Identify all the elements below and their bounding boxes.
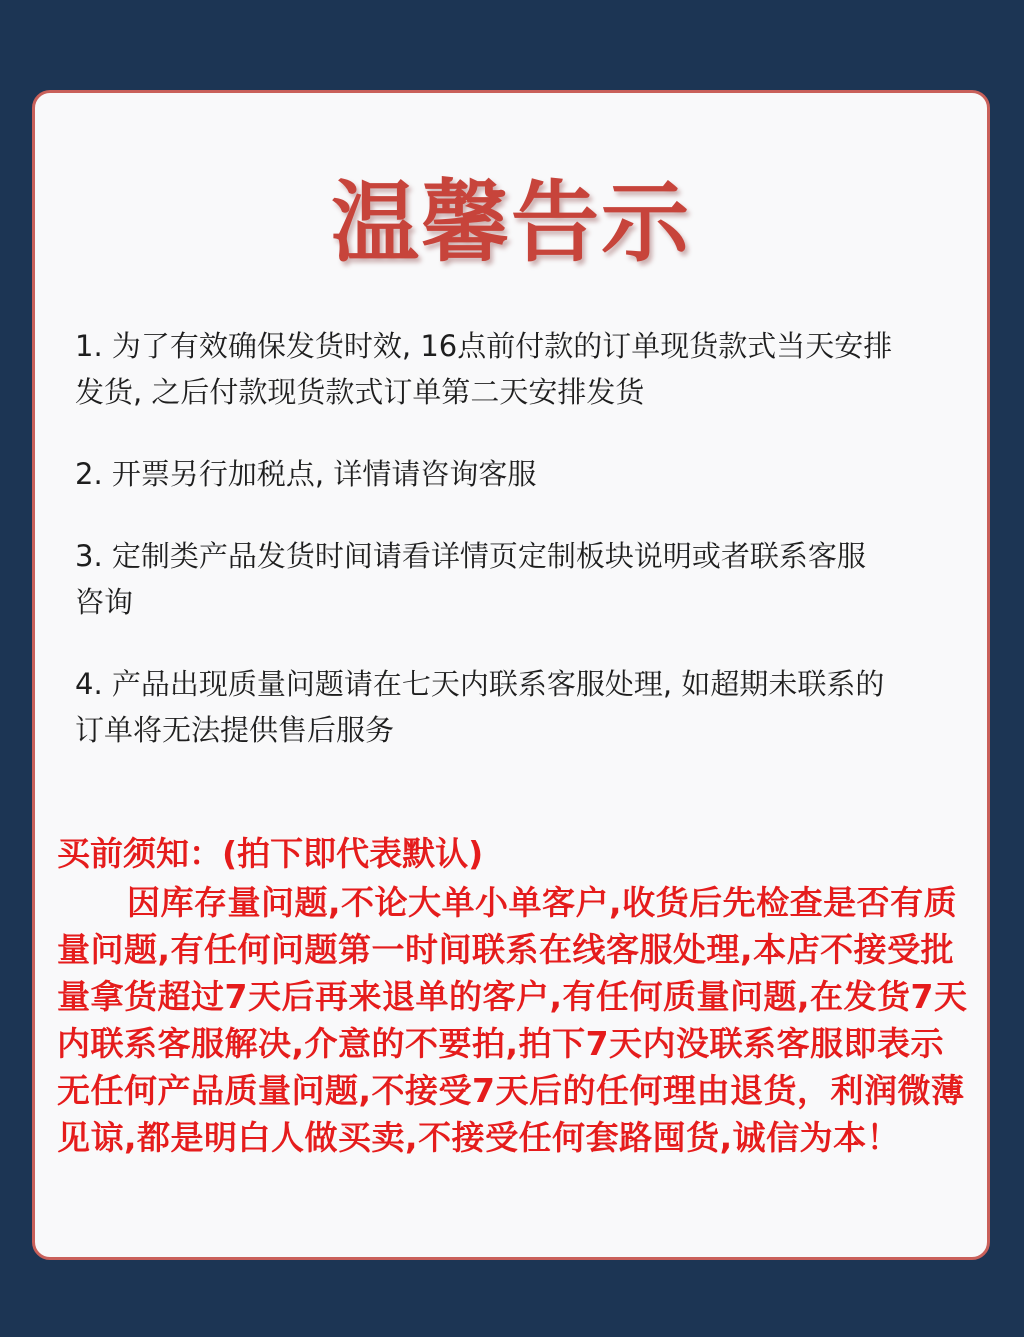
purchase-notice-heading: 买前须知：(拍下即代表默认): [57, 834, 484, 873]
notice-item-2: 2. 开票另行加税点, 详情请咨询客服: [75, 457, 537, 491]
notice-card: [32, 90, 990, 1260]
notice-list: [75, 323, 969, 789]
purchase-notice: [57, 829, 969, 1161]
notice-item-1: 1. 为了有效确保发货时效, 16点前付款的订单现货款式当天安排 发货, 之后付款现货款式订单第二天安排发货: [75, 329, 893, 409]
notice-item-4: 4. 产品出现质量问题请在七天内联系客服处理, 如超期未联系的 订单将无法提供售后服务: [75, 667, 885, 747]
page-title: 温馨告示: [330, 171, 691, 274]
notice-item-3: 3. 定制类产品发货时间请看详情页定制板块说明或者联系客服 咨询: [75, 539, 866, 619]
purchase-notice-body: 因库存量问题,不论大单小单客户,收货后先检查是否有质量问题,有任何问题第一时间联系在线客服处理,本店不接受批量拿货超过7天后再来退单的客户,有任何质量问题,在发货7天内联系客服解决,介意的不要拍,拍下7天内没联系客服即表示无任何产品质量问题,不接受7天后的任何理由退货，利润微薄见谅,都是明白人做买卖,不接受任何套路囤货,诚信为本！: [57, 883, 968, 1157]
